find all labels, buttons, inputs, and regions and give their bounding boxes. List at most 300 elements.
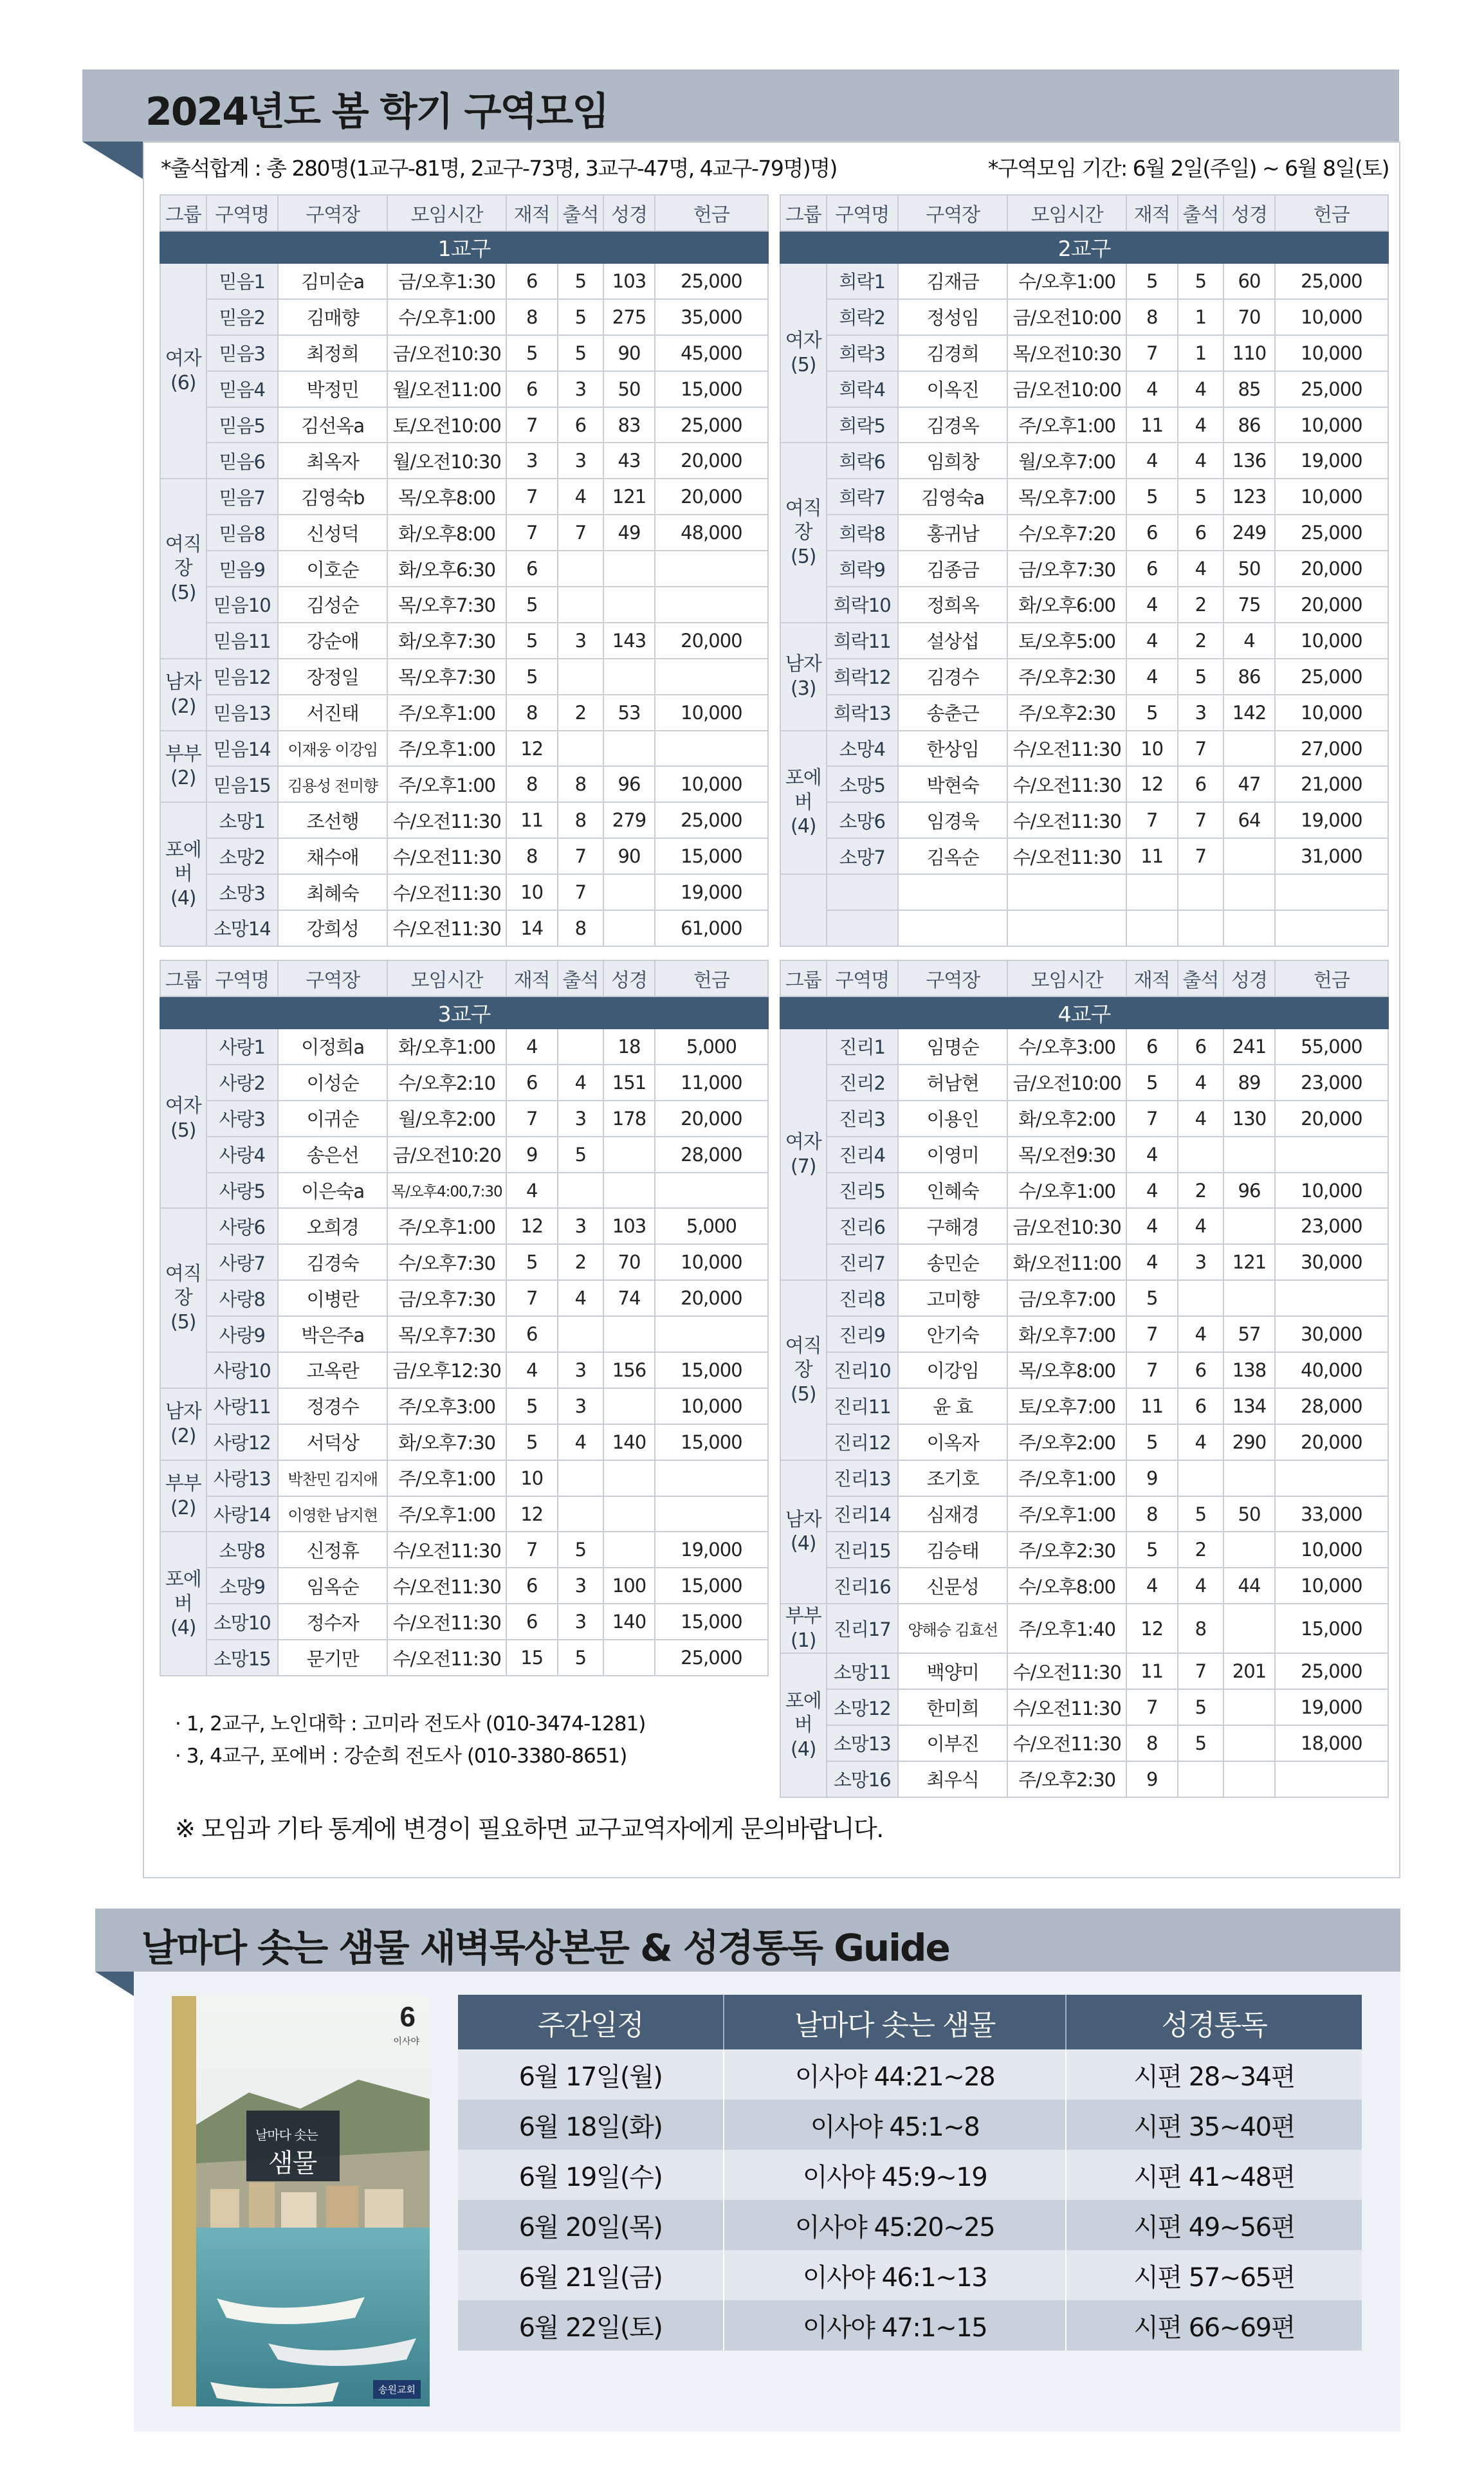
group-label-line: (5) xyxy=(791,1382,816,1406)
table-row xyxy=(160,1640,768,1676)
column-header: 모임시간 xyxy=(387,960,506,996)
guide-row xyxy=(458,2100,1362,2150)
cell-attendance: 7 xyxy=(1178,731,1224,767)
group-label-line: 포에버 xyxy=(785,767,821,814)
cell-bible: 138 xyxy=(1223,1352,1275,1388)
guide-devotion-passage: 이사야 46:1~13 xyxy=(724,2250,1066,2300)
column-header: 그룹 xyxy=(780,195,827,231)
guide-devotion-passage: 이사야 45:1~8 xyxy=(724,2100,1066,2150)
cell-attendance: 8 xyxy=(558,910,604,946)
cell-enrolled xyxy=(1126,874,1178,910)
group-label-line: (4) xyxy=(170,886,196,910)
cell-enrolled: 7 xyxy=(1126,335,1178,371)
cell-attendance: 4 xyxy=(558,479,604,515)
cell-offering: 20,000 xyxy=(1275,551,1388,587)
table-row xyxy=(780,1280,1388,1316)
cell-offering: 10,000 xyxy=(1275,695,1388,731)
cell-group-name: 소망2 xyxy=(206,838,278,874)
district-table-1 xyxy=(160,194,769,947)
cell-enrolled: 12 xyxy=(506,1208,558,1244)
cell-group-name: 사랑6 xyxy=(206,1208,278,1244)
cell-group-name: 진리5 xyxy=(827,1173,898,1209)
cell-offering xyxy=(655,731,768,767)
cell-bible xyxy=(1223,1280,1275,1316)
cell-enrolled: 7 xyxy=(506,1280,558,1316)
cell-leader: 이옥자 xyxy=(898,1424,1008,1460)
cell-group-name: 소망10 xyxy=(206,1604,278,1640)
table-row xyxy=(160,1208,768,1244)
cell-offering: 10,000 xyxy=(1275,623,1388,659)
cell-enrolled: 10 xyxy=(1126,731,1178,767)
column-header: 헌금 xyxy=(655,960,768,996)
cell-attendance: 5 xyxy=(558,299,604,335)
cell-meeting-time: 수/오전11:30 xyxy=(1007,838,1126,874)
cell-enrolled: 4 xyxy=(1126,623,1178,659)
cell-bible: 75 xyxy=(1223,587,1275,623)
cell-leader: 김재금 xyxy=(898,263,1008,299)
group-label-line: (5) xyxy=(791,545,816,568)
cell-group-name: 희락10 xyxy=(827,587,898,623)
cell-group-name: 희락1 xyxy=(827,263,898,299)
group-label-line: (6) xyxy=(170,371,196,394)
cell-meeting-time: 수/오전11:30 xyxy=(387,874,506,910)
cell-attendance: 5 xyxy=(1178,659,1224,695)
group-label-line: 부부 xyxy=(165,742,201,765)
cell-group-name: 소망8 xyxy=(206,1532,278,1568)
cell-group-name: 믿음2 xyxy=(206,299,278,335)
district-name: 4교구 xyxy=(780,996,1388,1029)
cell-bible: 130 xyxy=(1223,1101,1275,1137)
cell-bible xyxy=(1223,910,1275,946)
cell-attendance: 3 xyxy=(558,1388,604,1424)
cell-group-name: 믿음1 xyxy=(206,263,278,299)
guide-header-row xyxy=(458,1995,1362,2049)
cell-bible xyxy=(1223,1725,1275,1761)
cell-bible: 50 xyxy=(1223,551,1275,587)
cell-enrolled: 6 xyxy=(506,1316,558,1352)
cell-attendance: 7 xyxy=(1178,802,1224,838)
cell-leader: 이영미 xyxy=(898,1137,1008,1173)
cell-bible xyxy=(603,1460,655,1496)
cell-bible xyxy=(1223,1460,1275,1496)
table-row xyxy=(160,551,768,587)
cell-attendance: 4 xyxy=(1178,1568,1224,1604)
cell-group-name: 희락9 xyxy=(827,551,898,587)
cell-enrolled: 10 xyxy=(506,874,558,910)
cell-enrolled: 4 xyxy=(1126,587,1178,623)
table-row xyxy=(160,695,768,731)
cell-attendance: 4 xyxy=(558,1065,604,1101)
district-name: 1교구 xyxy=(160,231,768,263)
cell-enrolled: 7 xyxy=(506,407,558,443)
cell-group-name: 사랑11 xyxy=(206,1388,278,1424)
cell-leader: 최우식 xyxy=(898,1761,1008,1797)
cell-meeting-time: 주/오후1:00 xyxy=(387,731,506,767)
cell-bible: 53 xyxy=(603,695,655,731)
cell-meeting-time: 목/오전9:30 xyxy=(1007,1137,1126,1173)
table-row xyxy=(780,1029,1388,1065)
cell-group-name: 진리10 xyxy=(827,1352,898,1388)
cell-group-name: 진리13 xyxy=(827,1460,898,1496)
cell-enrolled: 5 xyxy=(1126,1065,1178,1101)
cell-leader: 김경숙 xyxy=(278,1244,388,1280)
guide-row xyxy=(458,2150,1362,2200)
group-label-line: (5) xyxy=(170,1119,196,1142)
cell-enrolled: 5 xyxy=(506,587,558,623)
table-row xyxy=(780,479,1388,515)
cell-attendance: 5 xyxy=(1178,479,1224,515)
cell-group-name xyxy=(827,874,898,910)
cell-meeting-time: 주/오후1:00 xyxy=(387,695,506,731)
cell-leader: 이호순 xyxy=(278,551,388,587)
cell-leader: 송춘근 xyxy=(898,695,1008,731)
cell-enrolled: 7 xyxy=(506,479,558,515)
cell-group-name: 사랑13 xyxy=(206,1460,278,1496)
cell-offering xyxy=(1275,910,1388,946)
cell-meeting-time: 수/오전11:30 xyxy=(1007,1725,1126,1761)
cell-leader: 구해경 xyxy=(898,1208,1008,1244)
cell-bible xyxy=(1223,731,1275,767)
cell-enrolled: 4 xyxy=(506,1173,558,1209)
cell-attendance: 3 xyxy=(558,371,604,407)
cell-meeting-time: 화/오후1:00 xyxy=(387,1029,506,1065)
guide-devotion-passage: 이사야 45:9~19 xyxy=(724,2150,1066,2200)
cell-offering: 5,000 xyxy=(655,1029,768,1065)
cell-bible: 44 xyxy=(1223,1568,1275,1604)
guide-fold-triangle xyxy=(95,1972,134,1996)
cell-meeting-time: 주/오후2:00 xyxy=(1007,1424,1126,1460)
cell-bible xyxy=(1223,874,1275,910)
cell-group-name: 믿음5 xyxy=(206,407,278,443)
cell-bible: 143 xyxy=(603,623,655,659)
cell-enrolled: 5 xyxy=(506,1424,558,1460)
district-name-row xyxy=(780,996,1388,1029)
cell-attendance: 4 xyxy=(1178,1101,1224,1137)
group-label-line: 여직장 xyxy=(165,533,201,580)
cell-meeting-time: 화/오후7:30 xyxy=(387,1424,506,1460)
cell-offering: 10,000 xyxy=(655,766,768,802)
cell-leader: 문기만 xyxy=(278,1640,388,1676)
cell-enrolled: 7 xyxy=(1126,1101,1178,1137)
table-row xyxy=(780,1388,1388,1424)
cell-bible: 86 xyxy=(1223,659,1275,695)
cell-attendance: 5 xyxy=(558,1137,604,1173)
cell-leader: 이영한 남지현 xyxy=(278,1496,388,1532)
cell-group-name: 진리11 xyxy=(827,1388,898,1424)
cell-leader: 백양미 xyxy=(898,1653,1008,1689)
cell-group-name: 사랑2 xyxy=(206,1065,278,1101)
cell-offering: 40,000 xyxy=(1275,1352,1388,1388)
cell-bible xyxy=(603,874,655,910)
cell-leader: 심재경 xyxy=(898,1496,1008,1532)
cell-leader: 김승태 xyxy=(898,1532,1008,1568)
table-row xyxy=(780,695,1388,731)
column-header: 그룹 xyxy=(160,960,206,996)
cell-meeting-time: 금/오전10:30 xyxy=(1007,1208,1126,1244)
group-label xyxy=(160,731,206,803)
cell-meeting-time: 토/오전10:00 xyxy=(387,407,506,443)
cell-enrolled: 11 xyxy=(1126,407,1178,443)
cell-leader: 박찬민 김지애 xyxy=(278,1460,388,1496)
cell-enrolled: 7 xyxy=(1126,1689,1178,1725)
column-header: 재적 xyxy=(1126,960,1178,996)
cell-attendance: 3 xyxy=(558,1568,604,1604)
cell-leader: 신성덕 xyxy=(278,515,388,551)
cell-leader: 김경옥 xyxy=(898,407,1008,443)
cell-meeting-time: 금/오후7:00 xyxy=(1007,1280,1126,1316)
table-row xyxy=(780,1065,1388,1101)
group-label xyxy=(160,1029,206,1208)
column-header: 성경 xyxy=(1223,960,1275,996)
cell-leader: 신문성 xyxy=(898,1568,1008,1604)
column-header: 그룹 xyxy=(780,960,827,996)
cell-attendance: 5 xyxy=(558,1640,604,1676)
cell-leader: 안기숙 xyxy=(898,1316,1008,1352)
cell-enrolled: 9 xyxy=(506,1137,558,1173)
table-row xyxy=(160,802,768,838)
column-header: 그룹 xyxy=(160,195,206,231)
table-row xyxy=(160,587,768,623)
cell-offering: 11,000 xyxy=(655,1065,768,1101)
table-row xyxy=(780,1689,1388,1725)
column-header: 재적 xyxy=(506,960,558,996)
cell-leader: 송민순 xyxy=(898,1244,1008,1280)
cell-group-name: 사랑3 xyxy=(206,1101,278,1137)
group-label-line: (4) xyxy=(791,1737,816,1761)
group-label-line: 여자 xyxy=(165,1095,201,1118)
cell-attendance: 3 xyxy=(558,443,604,479)
guide-row xyxy=(458,2049,1362,2100)
column-header: 출석 xyxy=(558,960,604,996)
guide-row xyxy=(458,2300,1362,2350)
cell-attendance xyxy=(1178,1280,1224,1316)
cell-offering: 10,000 xyxy=(1275,1568,1388,1604)
cell-group-name: 진리17 xyxy=(827,1604,898,1653)
cell-group-name: 희락3 xyxy=(827,335,898,371)
column-header: 출석 xyxy=(558,195,604,231)
cell-attendance: 4 xyxy=(1178,371,1224,407)
district-table-2 xyxy=(780,194,1389,947)
cell-offering: 20,000 xyxy=(655,479,768,515)
cell-meeting-time: 수/오전11:30 xyxy=(1007,802,1126,838)
table-row xyxy=(780,1725,1388,1761)
cell-bible xyxy=(603,1137,655,1173)
cell-attendance: 7 xyxy=(1178,838,1224,874)
cell-attendance: 8 xyxy=(558,766,604,802)
cell-enrolled: 5 xyxy=(1126,695,1178,731)
table-row xyxy=(160,1316,768,1352)
cell-offering: 20,000 xyxy=(655,1280,768,1316)
group-label xyxy=(780,1280,827,1460)
cell-enrolled: 12 xyxy=(506,731,558,767)
cell-enrolled: 5 xyxy=(1126,1280,1178,1316)
cell-bible: 121 xyxy=(603,479,655,515)
cell-offering: 48,000 xyxy=(655,515,768,551)
cell-offering: 61,000 xyxy=(655,910,768,946)
cell-attendance: 7 xyxy=(558,515,604,551)
cell-bible: 123 xyxy=(1223,479,1275,515)
guide-date: 6월 17일(월) xyxy=(458,2049,724,2100)
cell-bible: 249 xyxy=(1223,515,1275,551)
cell-leader: 이용인 xyxy=(898,1101,1008,1137)
group-label xyxy=(780,443,827,622)
cell-meeting-time: 수/오전11:30 xyxy=(387,802,506,838)
cell-group-name: 진리8 xyxy=(827,1280,898,1316)
group-label-line: 여직장 xyxy=(165,1262,201,1310)
group-label-line: 남자 xyxy=(785,653,821,676)
cell-enrolled: 8 xyxy=(506,299,558,335)
cell-attendance: 1 xyxy=(1178,335,1224,371)
column-header: 구역장 xyxy=(898,960,1008,996)
cell-meeting-time: 월/오후7:00 xyxy=(1007,443,1126,479)
cell-group-name xyxy=(827,910,898,946)
cell-meeting-time: 주/오후1:00 xyxy=(1007,1460,1126,1496)
cell-offering: 18,000 xyxy=(1275,1725,1388,1761)
cell-meeting-time: 금/오전10:00 xyxy=(1007,1065,1126,1101)
cell-bible xyxy=(1223,838,1275,874)
column-header: 구역명 xyxy=(827,960,898,996)
cell-group-name: 믿음12 xyxy=(206,659,278,695)
cell-offering: 25,000 xyxy=(655,802,768,838)
cell-leader: 이정희a xyxy=(278,1029,388,1065)
cell-offering: 25,000 xyxy=(1275,1653,1388,1689)
cell-offering: 23,000 xyxy=(1275,1065,1388,1101)
cell-bible: 43 xyxy=(603,443,655,479)
cell-offering: 15,000 xyxy=(655,1568,768,1604)
cell-bible xyxy=(603,731,655,767)
cell-meeting-time: 수/오전11:30 xyxy=(387,1532,506,1568)
table-row xyxy=(780,371,1388,407)
table-row xyxy=(160,910,768,946)
table-row xyxy=(160,659,768,695)
cell-bible xyxy=(603,1496,655,1532)
cell-group-name: 진리7 xyxy=(827,1244,898,1280)
cell-enrolled: 12 xyxy=(506,1496,558,1532)
cell-enrolled: 14 xyxy=(506,910,558,946)
cell-group-name: 믿음11 xyxy=(206,623,278,659)
cell-group-name: 소망12 xyxy=(827,1689,898,1725)
cell-attendance xyxy=(558,659,604,695)
cell-bible: 140 xyxy=(603,1604,655,1640)
guide-devotion-passage: 이사야 45:20~25 xyxy=(724,2200,1066,2250)
cell-bible: 49 xyxy=(603,515,655,551)
cell-meeting-time: 화/오후2:00 xyxy=(1007,1101,1126,1137)
group-label-line: 포에버 xyxy=(165,838,201,886)
cell-bible: 96 xyxy=(1223,1173,1275,1209)
cell-attendance: 4 xyxy=(1178,443,1224,479)
cell-leader: 정경수 xyxy=(278,1388,388,1424)
cell-offering: 20,000 xyxy=(655,623,768,659)
cell-leader: 고옥란 xyxy=(278,1352,388,1388)
cell-meeting-time: 토/오후7:00 xyxy=(1007,1388,1126,1424)
cell-offering: 10,000 xyxy=(1275,299,1388,335)
table-row xyxy=(160,1532,768,1568)
cell-attendance xyxy=(558,1496,604,1532)
cell-meeting-time: 수/오전11:30 xyxy=(1007,731,1126,767)
cell-attendance: 7 xyxy=(558,838,604,874)
cell-attendance: 5 xyxy=(558,1532,604,1568)
group-label-line: (2) xyxy=(170,1496,196,1519)
cell-leader xyxy=(898,874,1008,910)
cell-attendance: 6 xyxy=(1178,1388,1224,1424)
cell-meeting-time: 목/오후7:30 xyxy=(387,1316,506,1352)
cell-bible xyxy=(1223,1137,1275,1173)
cell-meeting-time: 수/오전11:30 xyxy=(387,1640,506,1676)
cell-leader: 양해승 김효선 xyxy=(898,1604,1008,1653)
table-row xyxy=(160,731,768,767)
cell-meeting-time: 금/오전10:00 xyxy=(1007,371,1126,407)
cell-meeting-time xyxy=(1007,874,1126,910)
cell-bible: 57 xyxy=(1223,1316,1275,1352)
cell-group-name: 진리12 xyxy=(827,1424,898,1460)
cell-group-name: 믿음10 xyxy=(206,587,278,623)
change-notice: ※ 모임과 기타 통계에 변경이 필요하면 교구교역자에게 문의바랍니다. xyxy=(175,1815,883,1843)
cell-offering: 20,000 xyxy=(1275,1101,1388,1137)
group-label-line: 포에버 xyxy=(165,1568,201,1615)
cell-leader: 고미향 xyxy=(898,1280,1008,1316)
cell-group-name: 희락7 xyxy=(827,479,898,515)
guide-bible-reading: 시편 49~56편 xyxy=(1066,2200,1362,2250)
guide-bible-reading: 시편 66~69편 xyxy=(1066,2300,1362,2350)
cell-leader: 설상섭 xyxy=(898,623,1008,659)
cell-bible: 74 xyxy=(603,1280,655,1316)
table-row xyxy=(780,1424,1388,1460)
cell-bible xyxy=(603,1388,655,1424)
table-row xyxy=(160,1496,768,1532)
cell-enrolled: 6 xyxy=(506,1568,558,1604)
cell-leader: 이재웅 이강임 xyxy=(278,731,388,767)
cell-enrolled: 5 xyxy=(1126,1532,1178,1568)
cell-offering: 10,000 xyxy=(1275,335,1388,371)
table-row xyxy=(160,335,768,371)
cell-bible xyxy=(1223,1604,1275,1653)
table-row xyxy=(160,1280,768,1316)
cell-enrolled: 5 xyxy=(506,623,558,659)
cell-enrolled: 5 xyxy=(1126,263,1178,299)
cell-group-name: 희락8 xyxy=(827,515,898,551)
cell-leader: 김미순a xyxy=(278,263,388,299)
group-label-line: (2) xyxy=(170,767,196,790)
cell-group-name: 희락4 xyxy=(827,371,898,407)
group-label-line: (7) xyxy=(791,1155,816,1178)
cell-offering xyxy=(1275,1280,1388,1316)
cover-month: 6 xyxy=(399,2001,416,2033)
cell-offering: 33,000 xyxy=(1275,1496,1388,1532)
group-label-line: (4) xyxy=(791,1532,816,1555)
cell-bible: 241 xyxy=(1223,1029,1275,1065)
cell-meeting-time: 화/오후7:30 xyxy=(387,623,506,659)
guide-devotion-passage: 이사야 44:21~28 xyxy=(724,2049,1066,2100)
cover-name-1: 날마다 솟는 xyxy=(255,2127,318,2143)
table-row xyxy=(780,802,1388,838)
cell-offering: 55,000 xyxy=(1275,1029,1388,1065)
group-label-line: (4) xyxy=(170,1617,196,1639)
cell-bible: 50 xyxy=(603,371,655,407)
table-row xyxy=(780,263,1388,299)
cell-group-name: 소망14 xyxy=(206,910,278,946)
group-label xyxy=(780,263,827,443)
cell-group-name: 진리6 xyxy=(827,1208,898,1244)
cell-attendance xyxy=(1178,874,1224,910)
group-label xyxy=(160,1208,206,1388)
table-row xyxy=(780,838,1388,874)
cell-attendance: 6 xyxy=(1178,766,1224,802)
cell-bible: 201 xyxy=(1223,1653,1275,1689)
cell-bible: 136 xyxy=(1223,443,1275,479)
group-label xyxy=(160,263,206,479)
guide-date: 6월 21일(금) xyxy=(458,2250,724,2300)
cell-group-name: 희락2 xyxy=(827,299,898,335)
